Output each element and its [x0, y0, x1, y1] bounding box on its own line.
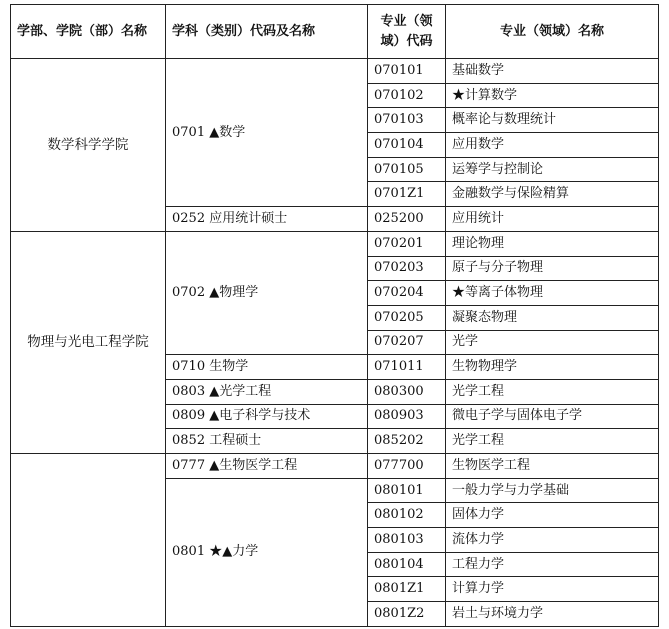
table-row	[11, 454, 659, 479]
subject-cell: 0710 生物学	[166, 355, 368, 380]
major-code-cell: 080103	[368, 528, 446, 553]
major-name-cell: 运筹学与控制论	[446, 157, 659, 182]
major-code-cell: 070201	[368, 231, 446, 256]
major-code-cell: 080104	[368, 552, 446, 577]
major-name-cell: 理论物理	[446, 231, 659, 256]
table-row	[11, 59, 659, 84]
major-code-cell: 025200	[368, 207, 446, 232]
major-name-cell: 生物物理学	[446, 355, 659, 380]
major-code-cell: 070104	[368, 133, 446, 158]
major-name-cell: 固体力学	[446, 503, 659, 528]
major-code-cell: 070204	[368, 281, 446, 306]
major-name-cell: 光学工程	[446, 379, 659, 404]
table-body	[11, 59, 659, 627]
major-name-cell: 岩土与环境力学	[446, 602, 659, 627]
major-name-cell: 原子与分子物理	[446, 256, 659, 281]
major-code-cell: 085202	[368, 429, 446, 454]
major-name-cell: 概率论与数理统计	[446, 108, 659, 133]
major-name-cell: 微电子学与固体电子学	[446, 404, 659, 429]
major-name-cell: 凝聚态物理	[446, 305, 659, 330]
subject-cell: 0809 ▲电子科学与技术	[166, 404, 368, 429]
major-name-cell: 计算力学	[446, 577, 659, 602]
major-code-cell: 080903	[368, 404, 446, 429]
major-code-cell: 070203	[368, 256, 446, 281]
major-code-cell: 080102	[368, 503, 446, 528]
major-name-cell: 一般力学与力学基础	[446, 478, 659, 503]
major-name-cell: 生物医学工程	[446, 454, 659, 479]
major-name-cell: ★等离子体物理	[446, 281, 659, 306]
major-name-cell: 光学工程	[446, 429, 659, 454]
subject-cell: 0852 工程硕士	[166, 429, 368, 454]
major-name-cell: 基础数学	[446, 59, 659, 84]
majors-table	[10, 4, 659, 627]
subject-cell: 0777 ▲生物医学工程	[166, 454, 368, 479]
school-name-cell	[11, 454, 166, 627]
school-name-cell: 物理与光电工程学院	[11, 231, 166, 453]
major-code-cell: 0801Z2	[368, 602, 446, 627]
major-code-cell: 070105	[368, 157, 446, 182]
major-code-cell: 071011	[368, 355, 446, 380]
header-code: 专业（领域）代码	[368, 5, 446, 59]
header-school: 学部、学院（部）名称	[11, 5, 166, 59]
header-name: 专业（领域）名称	[446, 5, 659, 59]
major-code-cell: 070102	[368, 83, 446, 108]
major-code-cell: 0801Z1	[368, 577, 446, 602]
major-code-cell: 070101	[368, 59, 446, 84]
subject-cell: 0701 ▲数学	[166, 59, 368, 207]
major-name-cell: 光学	[446, 330, 659, 355]
major-code-cell: 080300	[368, 379, 446, 404]
major-name-cell: 工程力学	[446, 552, 659, 577]
major-name-cell: 金融数学与保险精算	[446, 182, 659, 207]
major-name-cell: 应用统计	[446, 207, 659, 232]
header-subject: 学科（类别）代码及名称	[166, 5, 368, 59]
major-name-cell: ★计算数学	[446, 83, 659, 108]
major-code-cell: 0701Z1	[368, 182, 446, 207]
subject-cell: 0702 ▲物理学	[166, 231, 368, 354]
table-row	[11, 231, 659, 256]
major-code-cell: 070207	[368, 330, 446, 355]
major-code-cell: 070103	[368, 108, 446, 133]
major-name-cell: 流体力学	[446, 528, 659, 553]
subject-cell: 0801 ★▲力学	[166, 478, 368, 626]
school-name-cell: 数学科学学院	[11, 59, 166, 232]
major-code-cell: 070205	[368, 305, 446, 330]
major-code-cell: 080101	[368, 478, 446, 503]
major-name-cell: 应用数学	[446, 133, 659, 158]
header-row	[11, 5, 659, 59]
subject-cell: 0803 ▲光学工程	[166, 379, 368, 404]
major-code-cell: 077700	[368, 454, 446, 479]
subject-cell: 0252 应用统计硕士	[166, 207, 368, 232]
